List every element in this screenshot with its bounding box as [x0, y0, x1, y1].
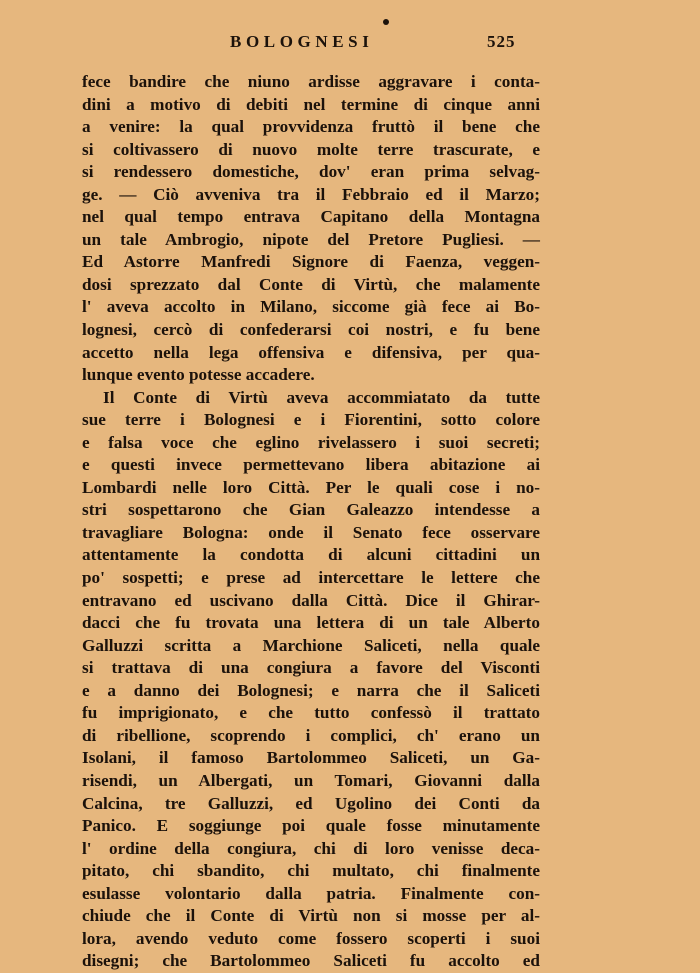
- text-line: disegni; che Bartolommeo Saliceti fu accolto ed: [82, 951, 540, 971]
- text-line: Calcina, tre Galluzzi, ed Ugolino dei Conti da: [82, 793, 540, 813]
- text-line: nel qual tempo entrava Capitano della Montagna: [82, 207, 540, 227]
- text-line: Ed Astorre Manfredi Signore di Faenza, veggen-: [82, 252, 540, 272]
- ink-dot-mark: [383, 19, 389, 25]
- text-line: sue terre i Bolognesi e i Fiorentini, sotto colore: [82, 410, 540, 430]
- text-line: e questi invece permettevano libera abitazione ai: [82, 455, 540, 475]
- text-line: accetto nella lega offensiva e difensiva, per qua-: [82, 342, 540, 362]
- text-line-paragraph-start: Il Conte di Virtù aveva accommiatato da tutte: [103, 387, 540, 407]
- text-line: po' sospetti; e prese ad intercettare le lettere che: [82, 568, 540, 588]
- text-line: ge. — Ciò avveniva tra il Febbraio ed il Marzo;: [82, 184, 540, 204]
- text-line: Galluzzi scritta a Marchione Saliceti, nella quale: [82, 635, 540, 655]
- text-line: travagliare Bologna: onde il Senato fece osservare: [82, 522, 540, 542]
- text-line: pitato, chi sbandito, chi multato, chi finalmente: [82, 861, 540, 881]
- text-line: e falsa voce che eglino rivelassero i suoi secreti;: [82, 432, 540, 452]
- body-text: [82, 71, 540, 973]
- text-line: Lombardi nelle loro Città. Per le quali cose i no-: [82, 477, 540, 497]
- text-line: entravano ed uscivano dalla Città. Dice il Ghirar-: [82, 590, 540, 610]
- text-line: lora, avendo veduto come fossero scoperti i suoi: [82, 928, 540, 948]
- text-line: si coltivassero di nuovo molte terre trascurate, e: [82, 139, 540, 159]
- text-line: l' ordine della congiura, chi di loro venisse deca-: [82, 838, 540, 858]
- text-line: un tale Ambrogio, nipote del Pretore Pugliesi. —: [82, 229, 540, 249]
- text-line: stri sospettarono che Gian Galeazzo intendesse a: [82, 500, 540, 520]
- text-line: di ribellione, scoprendo i complici, ch' erano un: [82, 725, 540, 745]
- text-line: l' aveva accolto in Milano, siccome già fece ai Bo-: [82, 297, 540, 317]
- text-line: Panico. E soggiunge poi quale fosse minutamente: [82, 816, 540, 836]
- text-line: si trattava di una congiura a favore del Visconti: [82, 658, 540, 678]
- text-line: esulasse volontario dalla patria. Finalmente con-: [82, 883, 540, 903]
- text-line-paragraph-end: lunque evento potesse accadere.: [82, 365, 315, 385]
- text-line: dacci che fu trovata una lettera di un tale Alberto: [82, 613, 540, 633]
- text-line: attentamente la condotta di alcuni cittadini un: [82, 545, 540, 565]
- text-line: lognesi, cercò di confederarsi coi nostri, e fu bene: [82, 320, 540, 340]
- running-head: BOLOGNESI: [230, 32, 374, 51]
- text-line: fu imprigionato, e che tutto confessò il trattato: [82, 703, 540, 723]
- page-number: 525: [487, 32, 516, 51]
- text-line: dini a motivo di debiti nel termine di cinque anni: [82, 94, 540, 114]
- text-line: e a danno dei Bolognesi; e narra che il Saliceti: [82, 680, 540, 700]
- text-line: chiude che il Conte di Virtù non si mosse per al-: [82, 906, 540, 926]
- text-line: dosi sprezzato dal Conte di Virtù, che malamente: [82, 274, 540, 294]
- text-line: Isolani, il famoso Bartolommeo Saliceti, un Ga-: [82, 748, 540, 768]
- text-line: fece bandire che niuno ardisse aggravare i conta-: [82, 72, 540, 91]
- text-line: si rendessero domestiche, dov' eran prima selvag-: [82, 162, 540, 182]
- text-line: risendi, un Albergati, un Tomari, Giovanni dalla: [82, 770, 540, 790]
- text-line: a venire: la qual provvidenza fruttò il bene che: [82, 117, 540, 137]
